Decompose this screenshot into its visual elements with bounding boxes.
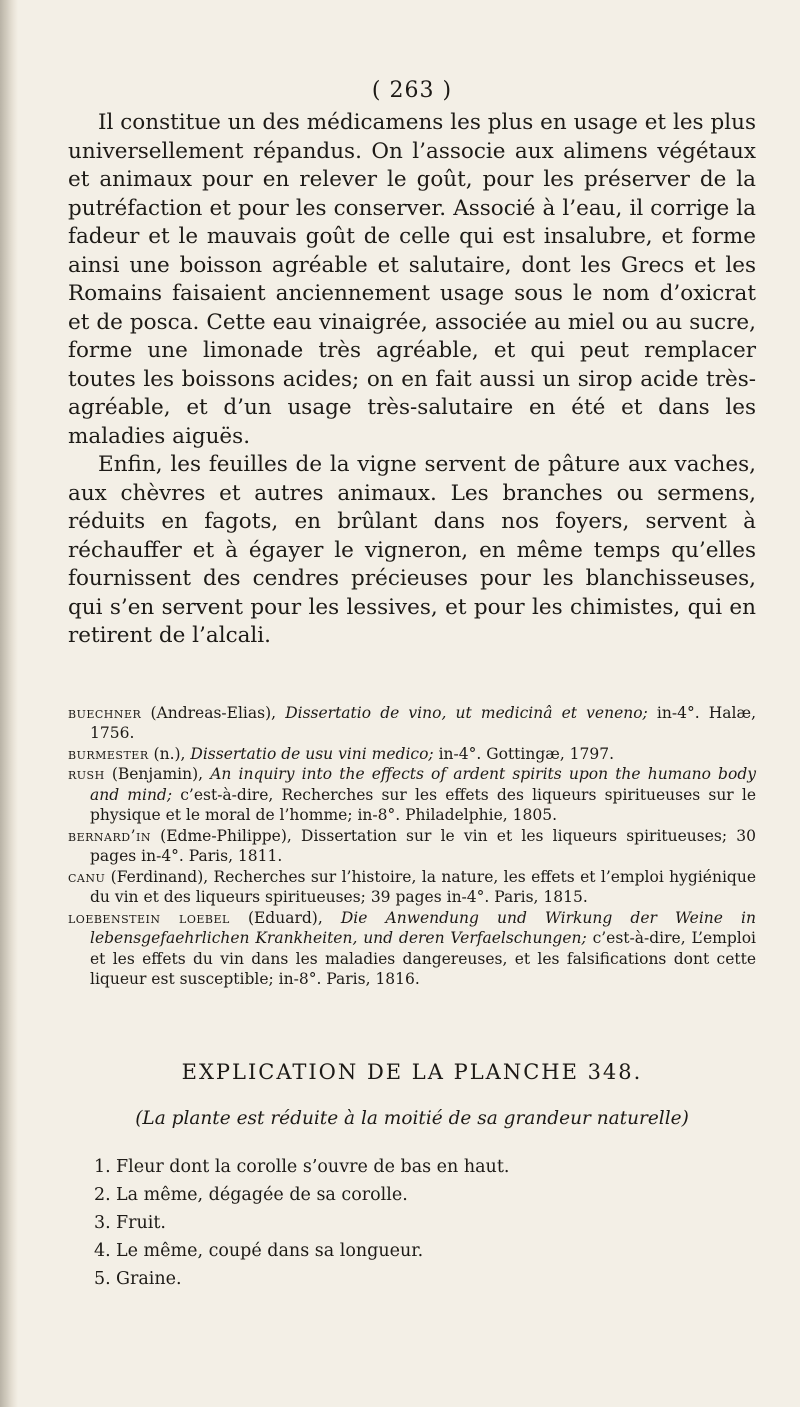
bibliography bbox=[68, 703, 756, 990]
plate-legend-item: 3. Fruit. bbox=[94, 1212, 166, 1233]
bibliography-entry: bernard’in (Edme-Philippe), Dissertation sur le vin et les liqueurs spiritueuses; 30 pages in-4°. Paris, 1811. bbox=[68, 826, 756, 865]
plate-legend-item: 4. Le même, coupé dans sa longueur. bbox=[94, 1240, 424, 1261]
plate-legend-item: 2. La même, dégagée de sa corolle. bbox=[94, 1184, 408, 1205]
plate-legend-item: 1. Fleur dont la corolle s’ouvre de bas en haut. bbox=[94, 1156, 510, 1177]
page-gutter-shadow bbox=[0, 0, 18, 1407]
book-page bbox=[68, 78, 756, 1293]
plate-legend-item: 5. Graine. bbox=[94, 1268, 182, 1289]
bibliography-entry: canu (Ferdinand), Recherches sur l’histoire, la nature, les effets et l’emploi hygiénique du vin et des liqueurs spiritueuses; 39 pages in-4°. Paris, 1815. bbox=[68, 867, 756, 906]
body-paragraph-2: Enfin, les feuilles de la vigne servent de pâture aux vaches, aux chèvres et autres animaux. Les branches ou sermens, réduits en fagots, en brûlant dans nos foyers, servent à réchauffer et à égayer le vigneron, en même temps qu’elles fournissent des cendres précieuses pour les blanchisseuses, qui s’en servent pour les lessives, et pour les chimistes, qui en retirent de l’alcali. bbox=[68, 452, 756, 648]
body-paragraph-1: Il constitue un des médicamens les plus en usage et les plus universellement répandus. On l’associe aux alimens végétaux et animaux pour en relever le goût, pour les préserver de la putréfaction et pour les conserver. Associé à l’eau, il corrige la fadeur et le mauvais goût de celle qui est insalubre, et forme ainsi une boisson agréable et salutaire, dont les Grecs et les Romains faisaient anciennement usage sous le nom d’oxicrat et de posca. Cette eau vinaigrée, associée au miel ou au sucre, forme une limonade très agréable, et qui peut remplacer toutes les boissons acides; on en fait aussi un sirop acide très-agréable, et d’un usage très-salutaire en été et dans les maladies aiguës. bbox=[68, 110, 756, 449]
plate-heading: EXPLICATION DE LA PLANCHE 348. bbox=[181, 1059, 643, 1084]
bibliography-entry: burmester (n.), Dissertatio de usu vini medico; in-4°. Gottingæ, 1797. bbox=[68, 744, 615, 763]
plate-subtitle: (La plante est réduite à la moitié de sa grandeur naturelle) bbox=[135, 1107, 689, 1129]
page-number: ( 263 ) bbox=[371, 78, 453, 103]
bibliography-entry: loebenstein loebel (Eduard), Die Anwendung und Wirkung der Weine in lebensgefaehrlichen Krankheiten, und deren Verfaelschungen; c’est-à-dire, L’emploi et les effets du vin dans les maladies dangereuses, et les falsifications dont cette liqueur est susceptible; in-8°. Paris, 1816. bbox=[68, 908, 757, 988]
plate-legend bbox=[68, 1153, 756, 1293]
bibliography-entry: buechner (Andreas-Elias), Dissertatio de vino, ut medicinâ et veneno; in-4°. Halæ, 1756. bbox=[68, 703, 757, 742]
bibliography-entry: rush (Benjamin), An inquiry into the effects of ardent spirits upon the humano body and mind; c’est-à-dire, Recherches sur les effets des liqueurs spiritueuses sur le physique et le moral de l’homme; in-8°. Philadelphie, 1805. bbox=[68, 765, 756, 824]
